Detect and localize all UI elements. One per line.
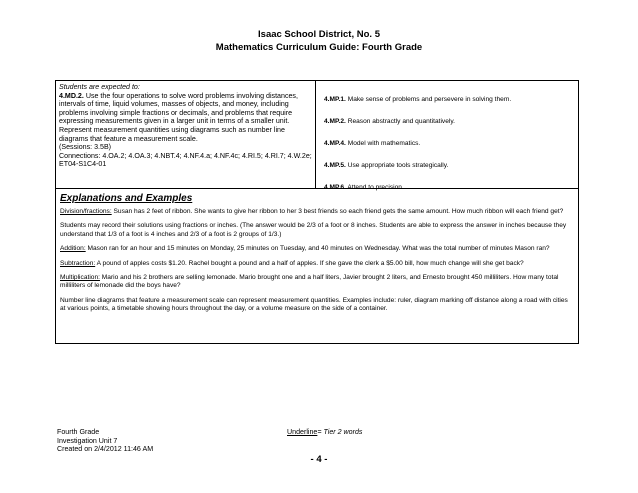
example-label: Multiplication:: [60, 274, 100, 282]
explanations-section: [56, 189, 578, 314]
example-multiplication: [60, 274, 574, 291]
practice-item: [324, 140, 578, 147]
tier-legend: [287, 428, 362, 436]
standard-code: 4.MD.2.: [59, 91, 84, 100]
example-text: Mason ran for an hour and 15 minutes on Monday, 25 minutes on Tuesday, and 40 minutes on Wednesday. What was the total number of minutes Mason ran?: [85, 245, 550, 253]
example-division: [60, 208, 574, 216]
example-text: A pound of apples costs $1.20. Rachel bought a pound and a half of apples. If she gave the clerk a $5.00 bill, how much change will she get back?: [95, 259, 524, 267]
example-text: Susan has 2 feet of ribbon. She wants to give her ribbon to her 3 best friends so each friend gets the same amount. How much ribbon will each friend get?: [111, 208, 564, 215]
practices-cell: [316, 81, 578, 191]
practice-item: [324, 118, 578, 125]
practice-item: [324, 184, 578, 191]
standard-statement: [59, 92, 312, 144]
explanations-heading: Explanations and Examples: [60, 193, 193, 204]
example-label: Addition:: [60, 245, 86, 253]
district-title: Isaac School District, No. 5: [258, 29, 380, 40]
standard-cell: [56, 81, 316, 188]
practice-text: Model with mathematics.: [345, 140, 421, 147]
practice-text: Attend to precision.: [345, 184, 404, 191]
document-header: [0, 28, 638, 54]
example-label: Subtraction:: [60, 259, 96, 267]
practice-text: Use appropriate tools strategically.: [345, 162, 449, 169]
standards-table: [55, 80, 579, 344]
practice-code: 4.MP.5.: [324, 162, 346, 169]
footer-grade: Fourth Grade: [57, 428, 100, 436]
practice-text: Reason abstractly and quantitatively.: [345, 118, 455, 125]
example-subtraction: [60, 260, 574, 268]
practice-code: 4.MP.6.: [324, 184, 346, 191]
standards-row: [56, 81, 578, 189]
guide-title: Mathematics Curriculum Guide: Fourth Grade: [215, 42, 423, 53]
practice-item: [324, 96, 578, 103]
standard-text: Use the four operations to solve word problems involving distances, intervals of time, liquid volumes, masses of objects, and money, including problems involving simple fractions or decimals, and problems that require expressing measurements given in a larger unit in terms of a smaller unit. Represent measurement quantities using diagrams such as number line diagrams that feature a measurement scale.: [59, 91, 298, 143]
footer-created: Created on 2/4/2012 11:46 AM: [57, 445, 154, 454]
example-number-line: Number line diagrams that feature a measurement scale can represent measurement quantities. Examples include: ruler, diagram marking off distance along a road with cities at various points, a timetable showing hours throughout the day, or a volume measure on the side of a container.: [60, 296, 568, 313]
legend-text: = Tier 2 words: [317, 428, 363, 436]
standard-connections: Connections: 4.OA.2; 4.OA.3; 4.NBT.4; 4.NF.4.a; 4.NF.4c; 4.RI.5; 4.RI.7; 4.W.2e;: [59, 151, 312, 160]
standard-connections-2: ET04-S1C4-01: [59, 160, 107, 169]
example-text: Mario and his 2 brothers are selling lemonade. Mario brought one and a half liters, Javier brought 2 liters, and Ernesto brought 450 milliliters. How many total milliliters of lemonade did the boys have?: [60, 274, 559, 290]
practice-item: [324, 162, 578, 169]
example-addition: [60, 245, 574, 253]
footer-unit: Investigation Unit 7: [57, 436, 118, 445]
practice-code: 4.MP.1.: [324, 96, 346, 103]
practice-text: Make sense of problems and persevere in solving them.: [345, 96, 512, 103]
practice-code: 4.MP.2.: [324, 118, 346, 125]
practice-code: 4.MP.4.: [324, 140, 346, 147]
standard-sessions: (Sessions: 3.5B): [59, 143, 112, 152]
footer-info: [57, 428, 153, 454]
page-number: - 4 -: [310, 454, 328, 465]
example-division-note: Students may record their solutions using fractions or inches. (The answer would be 2/3 of a foot or 8 inches. Students are able to express the answer in inches because they understand that 1/3 of a foot is 4 inches and 2/3 of a foot is 2 groups of 1/3.): [60, 222, 567, 238]
example-label: Division/fractions:: [60, 208, 112, 215]
legend-underline: Underline: [287, 428, 318, 436]
standard-lead: Students are expected to:: [59, 83, 140, 91]
